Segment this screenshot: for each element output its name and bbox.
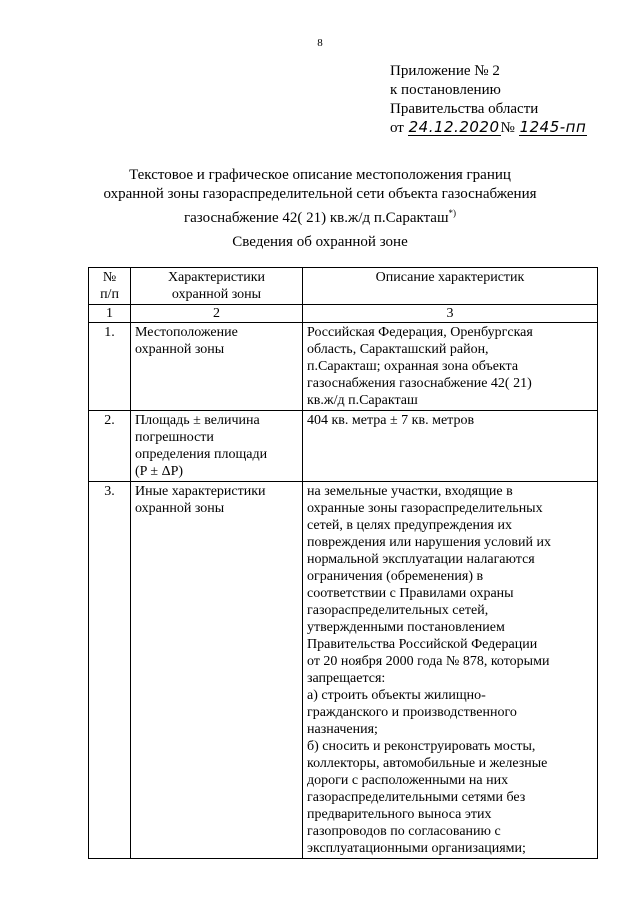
header-col-number-line-2: п/п [100, 287, 119, 302]
column-number-3: 3 [303, 305, 598, 323]
row-description-line: газоснабжения газоснабжение 42( 21) [307, 376, 532, 391]
row-description-line: б) сносить и реконструировать мосты, [307, 739, 536, 754]
row-description-line: газораспределительных сетей, [307, 603, 489, 618]
row-description-line: запрещается: [307, 671, 386, 686]
number-prefix: № [500, 120, 515, 136]
protection-zone-table [88, 267, 598, 859]
row-number: 2. [89, 411, 131, 482]
header-col-number-line-1: № [102, 270, 117, 285]
row-number: 1. [89, 323, 131, 411]
row-description-line: от 20 ноября 2000 года № 878, которыми [307, 654, 550, 669]
table-header-row [89, 268, 598, 305]
row-description-line: п.Саракташ; охранная зона объекта [307, 359, 519, 374]
header-col-characteristics-line-1: Характеристики [167, 270, 266, 285]
header-col-characteristics-line-2: охранной зоны [171, 287, 262, 302]
appendix-header [390, 62, 587, 138]
header-col-characteristics [131, 268, 303, 305]
row-characteristic [131, 323, 303, 411]
row-description-line: Правительства Российской Федерации [307, 637, 538, 652]
header-col-description: Описание характеристик [303, 268, 598, 305]
row-description-line: коллекторы, автомобильные и железные [307, 756, 548, 771]
row-description-line: ограничения (обременения) в [307, 569, 484, 584]
date-prefix: от [390, 120, 404, 136]
table-row [89, 411, 598, 482]
appendix-date-line [390, 119, 587, 138]
row-description-line: соответствии с Правилами охраны [307, 586, 514, 601]
row-description-line: утвержденными постановлением [307, 620, 505, 635]
appendix-line-1: Приложение № 2 [390, 63, 500, 79]
row-description-line: нормальной эксплуатации налагаются [307, 552, 535, 567]
row-description-line: сетей, в целях предупреждения их [307, 518, 512, 533]
row-description-line: повреждения или нарушения условий их [307, 535, 551, 550]
title-line-2: охранной зоны газораспределительной сети объекта газоснабжения [103, 186, 537, 202]
row-characteristic-line: Иные характеристики [135, 484, 266, 499]
row-characteristic-line: Местоположение [135, 325, 238, 340]
row-characteristic-line: охранной зоны [135, 501, 225, 516]
row-description-line: предварительного выноса этих [307, 807, 492, 822]
row-description-line: газораспределительными сетями без [307, 790, 526, 805]
footnote-mark: *) [448, 208, 457, 218]
row-characteristic-line: погрешности [135, 430, 214, 445]
row-description [303, 323, 598, 411]
column-number-1: 1 [89, 305, 131, 323]
header-col-number [89, 268, 131, 305]
appendix-line-3: Правительства области [390, 101, 539, 117]
row-description-line: область, Саракташский район, [307, 342, 489, 357]
appendix-line-2: к постановлению [390, 82, 501, 98]
row-description [303, 482, 598, 859]
page-number: 8 [317, 37, 323, 49]
document-title [0, 166, 640, 228]
row-characteristic-line: (P ± ΔP) [135, 464, 184, 479]
table-row [89, 323, 598, 411]
title-line-3-text: газоснабжение 42( 21) кв.ж/д п.Саракташ [183, 210, 449, 226]
row-description-line: назначения; [307, 722, 378, 737]
row-characteristic [131, 411, 303, 482]
row-description-line: на земельные участки, входящие в [307, 484, 513, 499]
row-characteristic-line: охранной зоны [135, 342, 225, 357]
row-description-line: дороги с расположенными на них [307, 773, 509, 788]
column-number-row [89, 305, 598, 323]
row-number: 3. [89, 482, 131, 859]
row-characteristic-line: Площадь ± величина [135, 413, 260, 428]
row-description-line: кв.ж/д п.Саракташ [307, 393, 418, 408]
handwritten-date: 24.12.2020 [408, 118, 500, 136]
row-description-line: газопроводов по согласованию с [307, 824, 501, 839]
row-description-line: гражданского и производственного [307, 705, 517, 720]
row-description-line: Российская Федерация, Оренбургская [307, 325, 533, 340]
handwritten-number: 1245-пп [519, 118, 587, 136]
column-number-2: 2 [131, 305, 303, 323]
row-description-line: а) строить объекты жилищно- [307, 688, 486, 703]
row-characteristic-line: определения площади [135, 447, 268, 462]
row-description [303, 411, 598, 482]
section-subtitle: Сведения об охранной зоне [232, 234, 408, 250]
row-description-line: охранные зоны газораспределительных [307, 501, 543, 516]
row-description-line: эксплуатационными организациями; [307, 841, 526, 856]
table-row [89, 482, 598, 859]
row-description-line: 404 кв. метра ± 7 кв. метров [307, 413, 475, 428]
title-line-1: Текстовое и графическое описание местоположения границ [129, 167, 511, 183]
title-line-3 [0, 204, 640, 228]
row-characteristic [131, 482, 303, 859]
